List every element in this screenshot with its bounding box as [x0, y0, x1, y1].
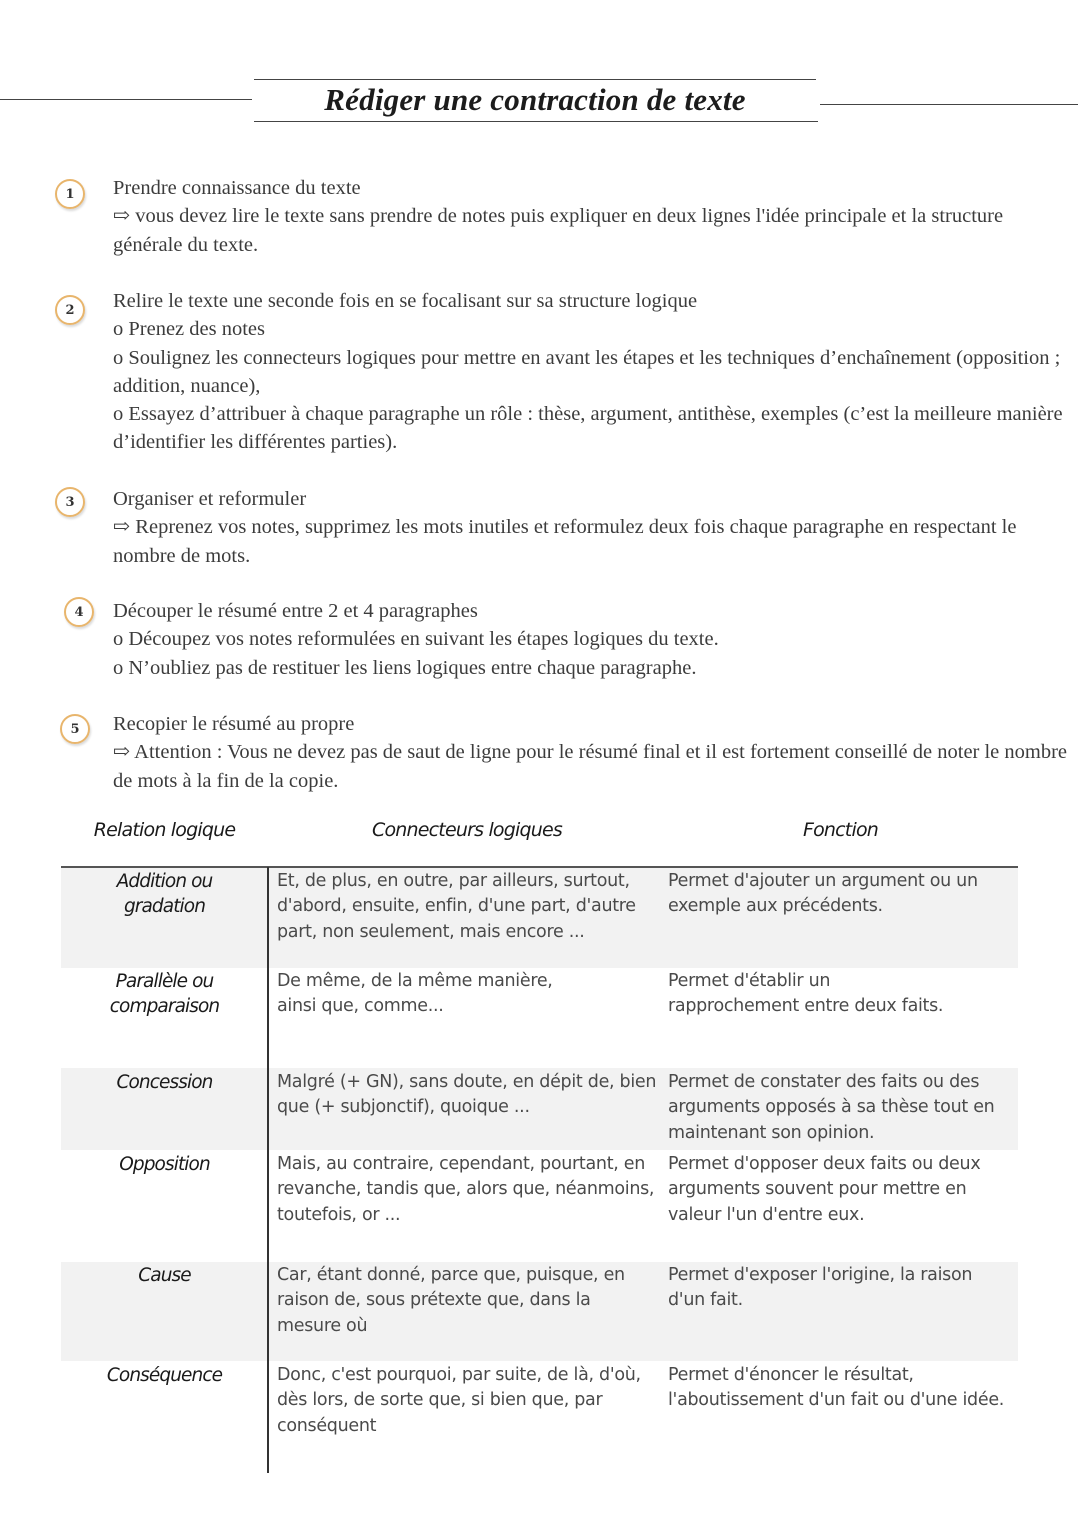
table-header-relation: Relation logique — [93, 819, 236, 841]
step-text: o Prenez des notes — [113, 318, 265, 341]
cell-fonction: Permet d'ajouter un argument ou un exemple aux précédents. — [668, 871, 978, 917]
step-number-badge: 2 — [55, 295, 85, 325]
step-heading: Découper le résumé entre 2 et 4 paragraphes — [113, 600, 478, 622]
cell-relation: Opposition — [119, 1154, 210, 1175]
cell-connecteurs: Malgré (+ GN), sans doute, en dépit de, bien que (+ subjonctif), quoique ... — [277, 1072, 657, 1118]
cell-fonction: Permet d'exposer l'origine, la raison d'un fait. — [668, 1265, 973, 1311]
title-rule-bottom — [254, 121, 818, 122]
table-header-fonction: Fonction — [802, 819, 879, 841]
table-header-divider — [61, 866, 1018, 868]
cell-fonction: Permet d'opposer deux faits ou deux arguments souvent pour mettre en valeur l'un d'entre eux. — [668, 1154, 981, 1225]
table-row — [61, 1262, 1018, 1361]
step-body — [113, 597, 1068, 682]
step-heading: Organiser et reformuler — [113, 488, 307, 510]
cell-relation: Conséquence — [106, 1365, 223, 1386]
cell-fonction: Permet de constater des faits ou des arguments opposés à sa thèse tout en maintenant son opinion. — [668, 1072, 995, 1143]
step-body — [113, 174, 1068, 259]
step-body — [113, 485, 1068, 570]
cell-connecteurs: Car, étant donné, parce que, puisque, en raison de, sous prétexte que, dans la mesure où — [277, 1265, 625, 1336]
cell-relation: Cause — [138, 1265, 191, 1286]
step-number-badge: 5 — [60, 714, 90, 744]
title-rule-right — [820, 104, 1078, 105]
table-row — [61, 1068, 1018, 1150]
cell-connecteurs: De même, de la même manière, ainsi que, comme... — [277, 971, 553, 1017]
table-row — [61, 1361, 1018, 1471]
page-title: Rédiger une contraction de texte — [324, 82, 746, 117]
step-text: ⇨ Attention : Vous ne devez pas de saut de ligne pour le résumé final et il est fortement conseillé de noter le nombre de mots à la fin de la copie. — [113, 741, 1068, 792]
step-heading: Prendre connaissance du texte — [113, 177, 361, 199]
step-number-badge: 4 — [64, 597, 94, 627]
cell-relation: Concession — [116, 1072, 213, 1093]
step-text: o Soulignez les connecteurs logiques pour mettre en avant les étapes et les techniques d’enchaînement (opposition ; addition, nuance), — [113, 346, 1061, 397]
step-text: ⇨ vous devez lire le texte sans prendre de notes puis expliquer en deux lignes l'idée principale et la structure générale du texte. — [113, 205, 1004, 256]
cell-relation: Addition ou gradation — [116, 871, 213, 918]
step-text: o Découpez vos notes reformulées en suivant les étapes logiques du texte. — [113, 628, 719, 651]
step-text: o N’oubliez pas de restituer les liens logiques entre chaque paragraphe. — [113, 656, 697, 679]
step-body — [113, 287, 1068, 457]
cell-fonction: Permet d'établir un rapprochement entre deux faits. — [668, 971, 944, 1017]
step-number-badge: 3 — [55, 487, 85, 517]
table-row — [61, 968, 1018, 1068]
cell-relation: Parallèle ou comparaison — [109, 971, 220, 1018]
step-text: o Essayez d’attribuer à chaque paragraphe un rôle : thèse, argument, antithèse, exemples (c’est la meilleure manière d’identifier les différentes parties). — [113, 403, 1063, 454]
step-number-badge: 1 — [55, 179, 85, 209]
cell-connecteurs: Mais, au contraire, cependant, pourtant, en revanche, tandis que, alors que, néanmoins, toutefois, or ... — [277, 1154, 655, 1225]
table-header-connecteurs: Connecteurs logiques — [372, 819, 562, 841]
cell-fonction: Permet d'énoncer le résultat, l'aboutissement d'un fait ou d'une idée. — [668, 1365, 1005, 1411]
title-rule-left — [0, 99, 252, 100]
table-row — [61, 867, 1018, 968]
table-column-divider — [267, 867, 269, 1473]
cell-connecteurs: Et, de plus, en outre, par ailleurs, surtout, d'abord, ensuite, enfin, d'une part, d'autre part, non seulement, mais encore ... — [277, 871, 636, 942]
cell-connecteurs: Donc, c'est pourquoi, par suite, de là, d'où, dès lors, de sorte que, si bien que, par conséquent — [277, 1365, 641, 1436]
step-body — [113, 710, 1068, 795]
table-row — [61, 1150, 1018, 1262]
step-text: ⇨ Reprenez vos notes, supprimez les mots inutiles et reformulez deux fois chaque paragraphe en respectant le nombre de mots. — [113, 516, 1017, 567]
step-heading: Relire le texte une seconde fois en se focalisant sur sa structure logique — [113, 290, 698, 312]
step-heading: Recopier le résumé au propre — [113, 713, 355, 735]
